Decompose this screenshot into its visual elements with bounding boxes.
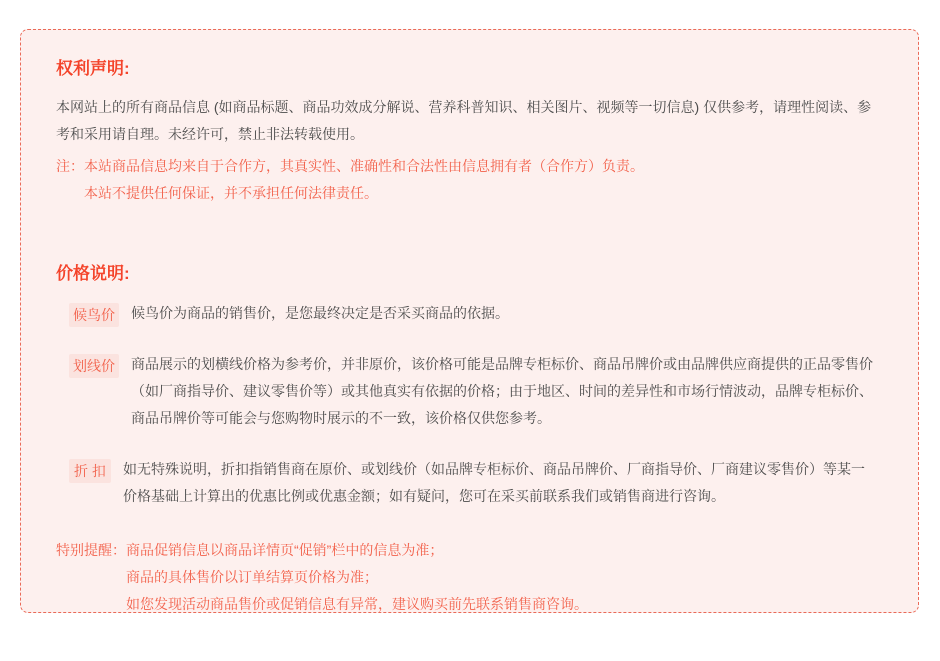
rights-body: [56, 94, 888, 148]
price-item-line: 候鸟价为商品的销售价，是您最终决定是否采买商品的依据。: [131, 305, 509, 321]
special-reminder: [56, 537, 888, 613]
price-item-line: 价格基础上计算出的优惠比例或优惠金额；如有疑问，您可在采买前联系我们或销售商进行咨询。: [123, 488, 725, 504]
reminder-prefix: 特别提醒：: [56, 542, 126, 558]
price-item-text: [131, 300, 509, 327]
price-item-huaxian: [69, 351, 888, 432]
rights-section: [56, 59, 888, 207]
rights-note: [56, 153, 888, 207]
pricing-section: [56, 264, 888, 613]
price-item-zhekou: [69, 456, 888, 510]
rights-body-line: 考和采用请自理。未经许可，禁止非法转载使用。: [56, 126, 364, 142]
reminder-line: 如您发现活动商品售价或促销信息有异常，建议购买前先联系销售商咨询。: [126, 596, 588, 612]
price-item-line: 商品吊牌价等可能会与您购物时展示的不一致，该价格仅供您参考。: [131, 410, 551, 426]
price-item-text: [123, 456, 865, 510]
reminder-line: 商品的具体售价以订单结算页价格为准；: [126, 569, 378, 585]
note-line: 本站不提供任何保证，并不承担任何法律责任。: [84, 185, 378, 201]
price-item-line: （如厂商指导价、建议零售价等）或其他真实有依据的价格；由于地区、时间的差异性和市场行情波动，品牌专柜标价、: [131, 383, 873, 399]
note-prefix: 注：: [56, 158, 84, 174]
reminder-line: 商品促销信息以商品详情页“促销”栏中的信息为准；: [126, 542, 444, 558]
price-tag-houniao: 候鸟价: [69, 303, 119, 327]
price-item-text: [131, 351, 873, 432]
notice-panel: [20, 29, 919, 613]
rights-body-line: 本网站上的所有商品信息 (如商品标题、商品功效成分解说、营养科普知识、相关图片、视频等一切信息) 仅供参考，请理性阅读、参: [56, 99, 872, 115]
rights-title: 权利声明:: [56, 59, 130, 78]
price-item-houniao: [69, 300, 888, 327]
note-line: 本站商品信息均来自于合作方，其真实性、准确性和合法性由信息拥有者（合作方）负责。: [84, 158, 644, 174]
note-lines: [84, 153, 644, 207]
price-tag-zhekou: 折 扣: [69, 459, 111, 483]
price-item-line: 商品展示的划横线价格为参考价，并非原价，该价格可能是品牌专柜标价、商品吊牌价或由品牌供应商提供的正品零售价: [131, 356, 873, 372]
price-item-line: 如无特殊说明，折扣指销售商在原价、或划线价（如品牌专柜标价、商品吊牌价、厂商指导价、厂商建议零售价）等某一: [123, 461, 865, 477]
price-tag-huaxian: 划线价: [69, 354, 119, 378]
pricing-title: 价格说明:: [56, 264, 130, 283]
reminder-lines: [126, 537, 588, 613]
